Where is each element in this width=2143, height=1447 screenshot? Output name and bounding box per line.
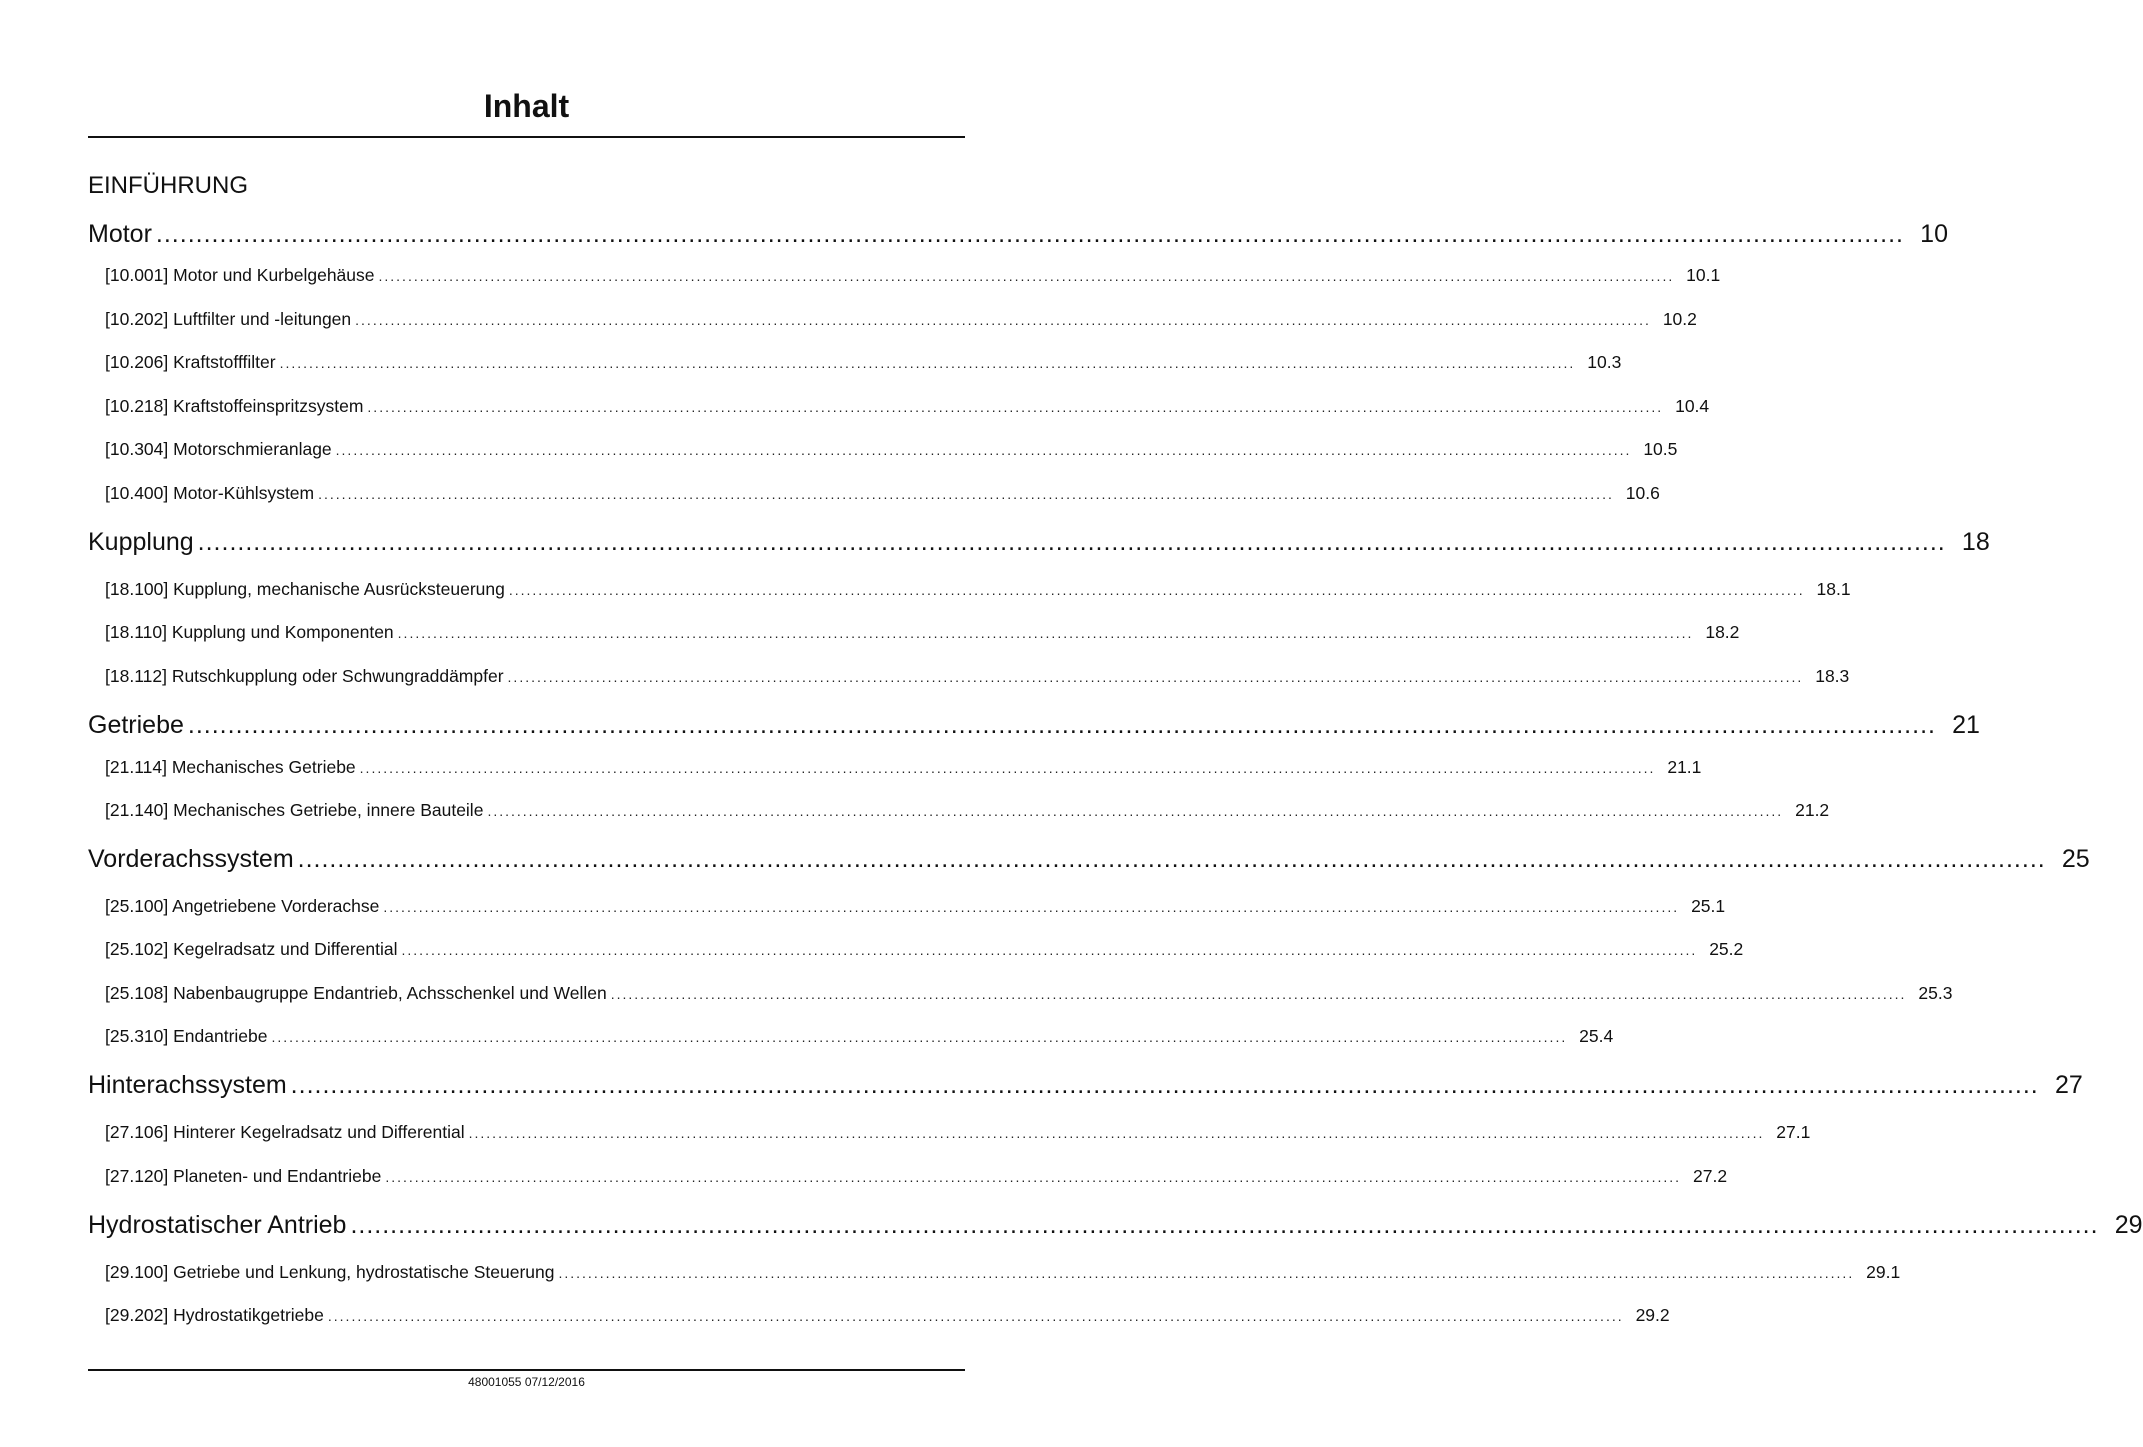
section-page: 21.1 (1667, 757, 1702, 777)
section-title: [10.304] Motorschmieranlage (105, 439, 332, 459)
dot-leader: ............................................................................................................................................................................................................................ (350, 1211, 2099, 1239)
chapter-page: 25 (2061, 845, 2090, 873)
dot-leader: ............................................................................................................................................................................................................................ (385, 1169, 1682, 1185)
section-title: [27.120] Planeten- und Endantriebe (105, 1166, 382, 1186)
toc-section[interactable] (105, 796, 1830, 824)
section-title: [18.110] Kupplung und Komponenten (105, 622, 394, 642)
toc-section[interactable] (105, 1118, 1811, 1146)
section-title: [25.102] Kegelradsatz und Differential (105, 939, 398, 959)
toc-section[interactable] (105, 575, 1851, 603)
section-page: 27.1 (1776, 1122, 1811, 1142)
dot-leader: ............................................................................................................................................................................................................................ (508, 582, 1805, 598)
dot-leader: ............................................................................................................................................................................................................................ (558, 1265, 1855, 1281)
section-title: [10.206] Kraftstofffilter (105, 352, 276, 372)
section-title: [10.001] Motor und Kurbelgehäuse (105, 265, 375, 285)
dot-leader: ............................................................................................................................................................................................................................ (383, 899, 1680, 915)
dot-leader: ............................................................................................................................................................................................................................ (507, 669, 1804, 685)
section-page: 25.4 (1579, 1026, 1614, 1046)
dot-leader: ............................................................................................................................................................................................................................ (359, 760, 1656, 776)
toc-section[interactable] (105, 979, 1953, 1007)
chapter-page: 10 (1920, 220, 1948, 248)
page-title: Inhalt (483, 88, 570, 124)
dot-leader: ............................................................................................................................................................................................................................ (297, 845, 2046, 873)
section-page: 10.6 (1625, 483, 1660, 503)
section-title: [27.106] Hinterer Kegelradsatz und Differential (105, 1122, 465, 1142)
chapter-page: 18 (1961, 528, 1990, 556)
chapter-page: 21 (1952, 711, 1980, 739)
toc-chapter-hydrostatischer-antrieb[interactable] (88, 1207, 2143, 1243)
dot-leader: ............................................................................................................................................................................................................................ (290, 1071, 2039, 1099)
toc-section[interactable] (105, 892, 1726, 920)
section-page: 10.4 (1675, 396, 1710, 416)
dot-leader: ............................................................................................................................................................................................................................ (367, 399, 1664, 415)
toc-chapter-kupplung[interactable] (88, 524, 1990, 560)
dot-leader: ............................................................................................................................................................................................................................ (327, 1308, 1624, 1324)
dot-leader: ............................................................................................................................................................................................................................ (271, 1029, 1568, 1045)
section-title: [10.202] Luftfilter und -leitungen (105, 309, 352, 329)
section-page: 10.2 (1662, 309, 1697, 329)
section-title: [29.100] Getriebe und Lenkung, hydrostatische Steuerung (105, 1262, 555, 1282)
toc-section[interactable] (105, 305, 1697, 333)
toc-section[interactable] (105, 662, 1850, 690)
toc-section[interactable] (105, 618, 1740, 646)
chapter-title: Vorderachssystem (88, 845, 294, 873)
toc-chapter-vorderachssystem[interactable] (88, 841, 2090, 877)
chapter-page: 27 (2054, 1071, 2083, 1099)
dot-leader: ............................................................................................................................................................................................................................ (155, 220, 1904, 248)
toc-section[interactable] (105, 1301, 1670, 1329)
toc-section[interactable] (105, 261, 1721, 289)
toc-chapter-getriebe[interactable] (88, 707, 1980, 743)
section-title: [10.400] Motor-Kühlsystem (105, 483, 315, 503)
dot-leader: ............................................................................................................................................................................................................................ (487, 803, 1784, 819)
section-page: 18.1 (1816, 579, 1851, 599)
toc-section[interactable] (105, 935, 1744, 963)
toc-section[interactable] (105, 1258, 1901, 1286)
dot-leader: ............................................................................................................................................................................................................................ (197, 528, 1946, 556)
section-page: 29.2 (1635, 1305, 1670, 1325)
chapter-title: Motor (88, 220, 152, 248)
toc-section[interactable] (105, 435, 1678, 463)
section-title: [25.100] Angetriebene Vorderachse (105, 896, 380, 916)
section-page: 18.2 (1705, 622, 1740, 642)
section-page: 18.3 (1815, 666, 1850, 686)
section-title: [21.114] Mechanisches Getriebe (105, 757, 356, 777)
toc-section[interactable] (105, 753, 1702, 781)
dot-leader: ............................................................................................................................................................................................................................ (610, 986, 1907, 1002)
toc-chapter-motor[interactable] (88, 216, 1948, 252)
section-title: [10.218] Kraftstoffeinspritzsystem (105, 396, 364, 416)
dot-leader: ............................................................................................................................................................................................................................ (468, 1125, 1765, 1141)
chapter-title: Hydrostatischer Antrieb (88, 1211, 347, 1239)
section-title: [29.202] Hydrostatikgetriebe (105, 1305, 324, 1325)
dot-leader: ............................................................................................................................................................................................................................ (378, 268, 1675, 284)
footer-doc-id: 48001055 07/12/2016 (468, 1375, 585, 1389)
toc-section[interactable] (105, 1162, 1728, 1190)
section-page: 25.2 (1709, 939, 1744, 959)
toc-section[interactable] (105, 348, 1622, 376)
dot-leader: ............................................................................................................................................................................................................................ (318, 486, 1614, 502)
section-title: [25.108] Nabenbaugruppe Endantrieb, Achsschenkel und Wellen (105, 983, 607, 1003)
intro-heading: EINFÜHRUNG (88, 172, 248, 199)
chapter-title: Hinterachssystem (88, 1071, 287, 1099)
section-title: [25.310] Endantriebe (105, 1026, 268, 1046)
dot-leader: ............................................................................................................................................................................................................................ (187, 711, 1936, 739)
section-page: 29.1 (1866, 1262, 1901, 1282)
section-page: 10.5 (1643, 439, 1678, 459)
section-page: 10.1 (1686, 265, 1721, 285)
dot-leader: ............................................................................................................................................................................................................................ (335, 442, 1632, 458)
dot-leader: ............................................................................................................................................................................................................................ (355, 312, 1651, 328)
section-page: 25.3 (1918, 983, 1953, 1003)
dot-leader: ............................................................................................................................................................................................................................ (401, 942, 1698, 958)
chapter-page: 29 (2114, 1211, 2143, 1239)
section-page: 27.2 (1693, 1166, 1728, 1186)
toc-chapter-hinterachssystem[interactable] (88, 1067, 2083, 1103)
footer-divider (88, 1369, 965, 1371)
dot-leader: ............................................................................................................................................................................................................................ (279, 355, 1576, 371)
section-page: 25.1 (1691, 896, 1726, 916)
toc-section[interactable] (105, 479, 1660, 507)
section-title: [18.100] Kupplung, mechanische Ausrücksteuerung (105, 579, 505, 599)
section-page: 21.2 (1795, 800, 1830, 820)
section-page: 10.3 (1587, 352, 1622, 372)
dot-leader: ............................................................................................................................................................................................................................ (397, 625, 1694, 641)
chapter-title: Kupplung (88, 528, 194, 556)
section-title: [21.140] Mechanisches Getriebe, innere Bauteile (105, 800, 484, 820)
chapter-title: Getriebe (88, 711, 184, 739)
title-divider (88, 136, 965, 138)
toc-section[interactable] (105, 392, 1710, 420)
toc-section[interactable] (105, 1022, 1614, 1050)
section-title: [18.112] Rutschkupplung oder Schwungraddämpfer (105, 666, 504, 686)
